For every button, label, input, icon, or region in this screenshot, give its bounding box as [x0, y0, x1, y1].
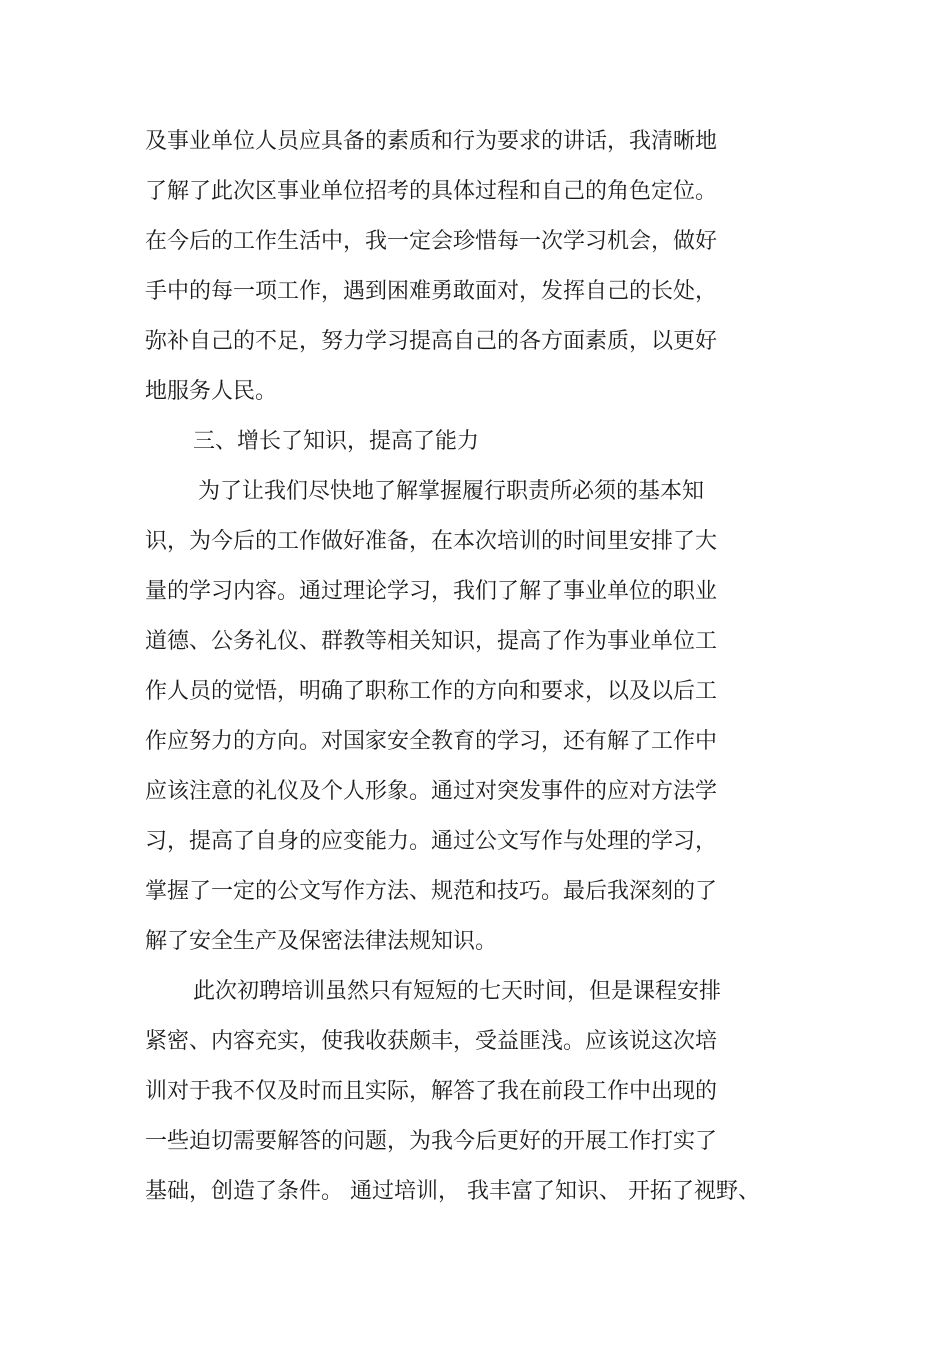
text-line-5: 弥补自己的不足，努力学习提高自己的各方面素质，以更好 — [145, 329, 718, 354]
text-line-6: 地服务人民。 — [145, 379, 278, 404]
text-line-2: 了解了此次区事业单位招考的具体过程和自己的角色定位。 — [145, 179, 718, 204]
text-line-19: 紧密、内容充实，使我收获颇丰，受益匪浅。应该说这次培 — [145, 1029, 718, 1054]
text-line-14: 应该注意的礼仪及个人形象。通过对突发事件的应对方法学 — [145, 779, 718, 804]
text-line-8: 为了让我们尽快地了解掌握履行职责所必须的基本知 — [198, 479, 705, 504]
text-line-22: 基础，创造了条件。 通过培训， 我丰富了知识、 开拓了视野、 — [145, 1179, 760, 1204]
text-line-18: 此次初聘培训虽然只有短短的七天时间，但是课程安排 — [193, 979, 722, 1004]
text-line-11: 道德、公务礼仪、群教等相关知识，提高了作为事业单位工 — [145, 629, 718, 654]
text-line-4: 手中的每一项工作，遇到困难勇敢面对，发挥自己的长处， — [145, 279, 718, 304]
text-line-17: 解了安全生产及保密法律法规知识。 — [145, 929, 498, 954]
text-line-13: 作应努力的方向。对国家安全教育的学习，还有解了工作中 — [145, 729, 718, 754]
text-line-10: 量的学习内容。通过理论学习，我们了解了事业单位的职业 — [145, 579, 718, 604]
text-line-1: 及事业单位人员应具备的素质和行为要求的讲话，我清晰地 — [145, 129, 718, 154]
text-line-9: 识，为今后的工作做好准备，在本次培训的时间里安排了大 — [145, 529, 718, 554]
text-line-12: 作人员的觉悟，明确了职称工作的方向和要求，以及以后工 — [145, 679, 718, 704]
text-line-15: 习，提高了自身的应变能力。通过公文写作与处理的学习， — [145, 829, 718, 854]
text-line-20: 训对于我不仅及时而且实际，解答了我在前段工作中出现的 — [145, 1079, 718, 1104]
text-line-21: 一些迫切需要解答的问题，为我今后更好的开展工作打实了 — [145, 1129, 718, 1154]
text-line-16: 掌握了一定的公文写作方法、规范和技巧。最后我深刻的了 — [145, 879, 718, 904]
section-heading: 三、增长了知识，提高了能力 — [193, 429, 480, 454]
text-line-3: 在今后的工作生活中，我一定会珍惜每一次学习机会，做好 — [145, 229, 718, 254]
